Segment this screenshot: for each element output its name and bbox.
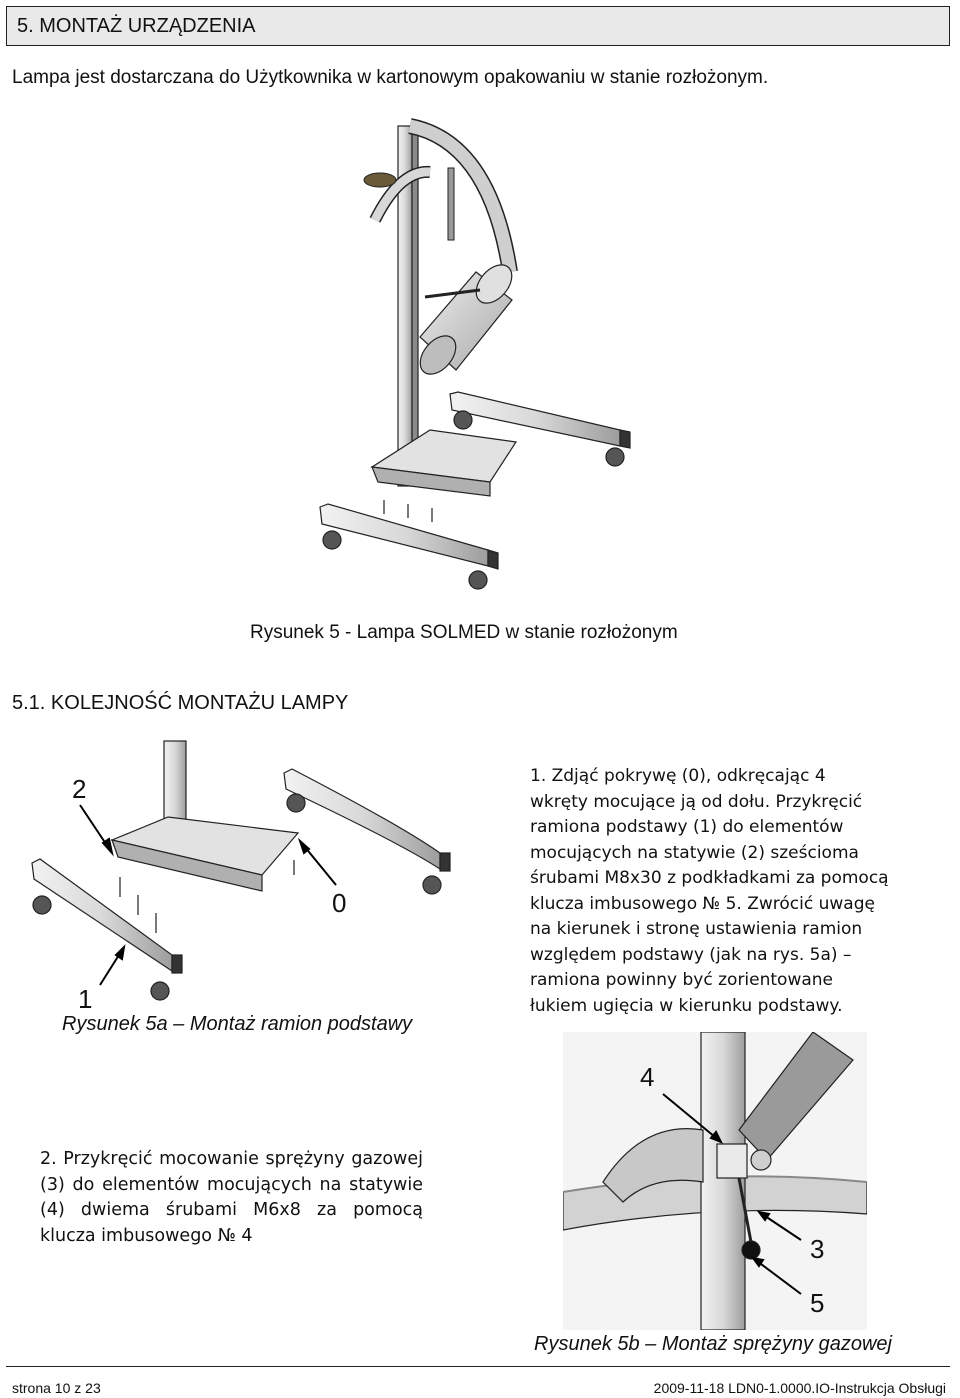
left-arm	[32, 859, 172, 971]
label-arm: 1	[78, 984, 93, 1014]
base-arms-illustration	[0, 735, 470, 1010]
label-stand: 4	[640, 1062, 655, 1092]
base-plate	[372, 430, 516, 522]
lamp-head	[413, 258, 519, 381]
gas-spring-illustration	[563, 1032, 867, 1330]
figure5b-caption: Rysunek 5b – Montaż sprężyny gazowej	[534, 1333, 892, 1355]
right-arm	[284, 769, 440, 869]
subsection-title: 5.1. KOLEJNOŚĆ MONTAŻU LAMPY	[12, 692, 349, 714]
document-id: 2009-11-18 LDN0-1.0000.IO-Instrukcja Obsługi	[653, 1380, 946, 1396]
lamp-illustration	[280, 112, 680, 602]
footer-divider	[6, 1366, 950, 1367]
label-screws: 5	[810, 1288, 825, 1318]
intro-paragraph: Lampa jest dostarczana do Użytkownika w kartonowym opakowaniu w stanie rozłożonym.	[12, 67, 769, 88]
label-spring: 3	[810, 1234, 825, 1264]
section-header	[6, 6, 950, 46]
figure5-caption: Rysunek 5 - Lampa SOLMED w stanie rozłożonym	[250, 622, 678, 643]
step1-text: 1. Zdjąć pokrywę (0), odkręcając 4 wkręty mocujące ją od dołu. Przykręcić ramiona podstawy (1) do elementów mocujących na statywie (2) sześcioma śrubami M8x30 z podkładkami za pomocą klucza imbusowego № 5. Zwrócić uwagę na kierunek i stronę ustawienia ramion względem podstawy (jak na rys. 5a) – ramiona powinny być zorientowane łukiem ugięcia w kierunku podstawy.	[530, 766, 889, 1016]
page-number: strona 10 z 23	[12, 1380, 101, 1396]
section-title: 5. MONTAŻ URZĄDZENIA	[17, 15, 256, 37]
label-post: 2	[72, 774, 87, 804]
front-base-arm	[320, 504, 498, 589]
step2-text: 2. Przykręcić mocowanie sprężyny gazowej (3) do elementów mocujących na statywie (4) dwiema śrubami M6x8 za pomocą klucza imbusowego № 4	[40, 1149, 423, 1246]
figure5a-caption: Rysunek 5a – Montaż ramion podstawy	[62, 1013, 413, 1035]
label-cover: 0	[332, 888, 347, 918]
